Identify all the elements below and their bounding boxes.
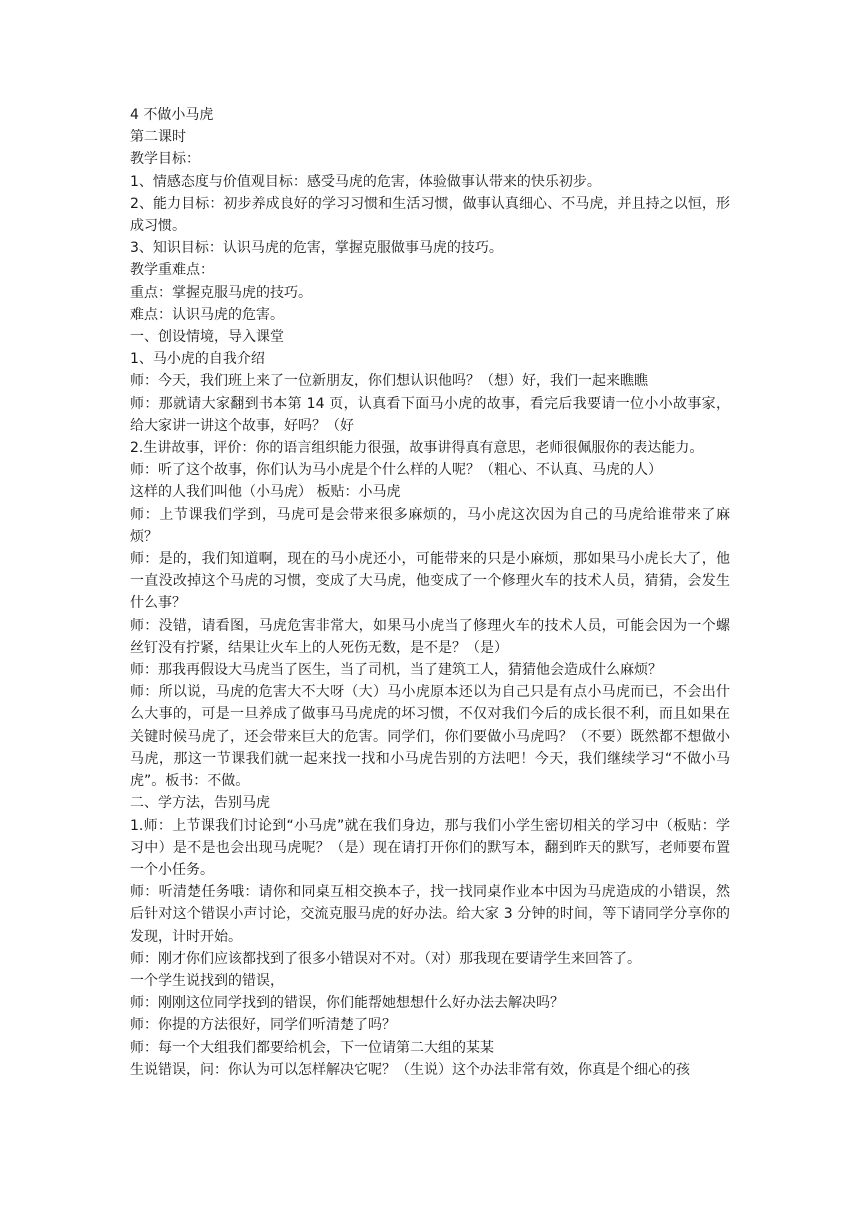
paragraph: 1、情感态度与价值观目标：感受马虎的危害，体验做事认带来的快乐初步。 (130, 173, 601, 190)
paragraph: 师：是的，我们知道啊，现在的马小虎还小，可能带来的只是小麻烦，那如果马小虎长大了，他一直没改掉这个马虎的习惯，变成了大马虎，他变成了一个修理火车的技术人员，猜猜，会发生什么事？ (130, 551, 730, 612)
paragraph: 师：上节课我们学到，马虎可是会带来很多麻烦的，马小虎这次因为自己的马虎给谁带来了麻烦？ (130, 506, 730, 545)
section-heading: 教学重难点： (130, 262, 214, 279)
paragraph: 3、知识目标：认识马虎的危害，掌握克服做事马虎的技巧。 (130, 240, 503, 257)
section-heading: 一、创设情境，导入课堂 (130, 329, 284, 346)
paragraph: 生说错误，问：你认为可以怎样解决它呢？（生说）这个办法非常有效，你真是个细心的孩 (130, 1061, 690, 1078)
paragraph: 这样的人我们叫他（小马虎） 板贴：小马虎 (130, 484, 401, 501)
paragraph: 师：所以说，马虎的危害大不大呀（大）马小虎原本还以为自己只是有点小马虎而已，不会出什么大事的，可是一旦养成了做事马马虎虎的坏习惯，不仅对我们今后的成长很不利，而且如果在关键时候马虎了，还会带来巨大的危害。同学们，你们要做小马虎吗？（不要）既然都不想做小马虎，那这一节课我们就一起来找一找和小马虎告别的方法吧！今天，我们继续学习“不做小马虎”。板书：不做。 (130, 684, 730, 790)
paragraph: 重点：掌握克服马虎的技巧。 (130, 284, 312, 301)
paragraph: 师：听了这个故事，你们认为马小虎是个什么样的人呢？（粗心、不认真、马虎的人） (130, 462, 662, 479)
document-body (130, 104, 730, 1081)
paragraph: 师：那就请大家翻到书本第 14 页，认真看下面马小虎的故事，看完后我要请一位小小故事家，给大家讲一讲这个故事，好吗？（好 (130, 395, 730, 434)
paragraph: 师：你提的方法很好，同学们听清楚了吗？ (130, 1017, 396, 1034)
paragraph: 师：刚才你们应该都找到了很多小错误对不对。（对）那我现在要请学生来回答了。 (130, 950, 641, 967)
paragraph: 难点：认识马虎的危害。 (130, 306, 284, 323)
lesson-title: 4 不做小马虎 (130, 107, 214, 123)
section-heading: 教学目标： (130, 151, 200, 168)
section-heading: 二、学方法，告别马虎 (130, 795, 270, 812)
paragraph: 师：今天，我们班上来了一位新朋友，你们想认识他吗？（想）好，我们一起来瞧瞧 (130, 373, 648, 390)
paragraph: 师：没错，请看图，马虎危害非常大，如果马小虎当了修理火车的技术人员，可能会因为一个螺丝钉没有拧紧，结果让火车上的人死伤无数，是不是？（是） (130, 617, 730, 656)
lesson-session: 第二课时 (130, 129, 186, 146)
paragraph: 师：听清楚任务哦：请你和同桌互相交换本子，找一找同桌作业本中因为马虎造成的小错误，然后针对这个错误小声讨论，交流克服马虎的好办法。给大家 3 分钟的时间，等下请同学分享你的发现，计时开始。 (130, 884, 730, 945)
paragraph: 1、马小虎的自我介绍 (130, 351, 265, 368)
paragraph: 师：刚刚这位同学找到的错误，你们能帮她想想什么好办法去解决吗？ (130, 995, 564, 1012)
paragraph: 一个学生说找到的错误， (130, 972, 284, 989)
paragraph: 师：每一个大组我们都要给机会，下一位请第二大组的某某 (130, 1039, 494, 1056)
paragraph: 1.师：上节课我们讨论到“小马虎”就在我们身边，那与我们小学生密切相关的学习中（板贴：学习中）是不是也会出现马虎呢？（是）现在请打开你们的默写本，翻到昨天的默写，老师要布置一个小任务。 (130, 817, 730, 878)
paragraph: 师：那我再假设大马虎当了医生，当了司机，当了建筑工人，猜猜他会造成什么麻烦？ (130, 662, 662, 679)
paragraph: 2、能力目标：初步养成良好的学习习惯和生活习惯，做事认真细心、不马虎，并且持之以恒，形成习惯。 (130, 195, 730, 235)
paragraph: 2.生讲故事，评价：你的语言组织能力很强，故事讲得真有意思，老师很佩服你的表达能力。 (130, 440, 704, 457)
